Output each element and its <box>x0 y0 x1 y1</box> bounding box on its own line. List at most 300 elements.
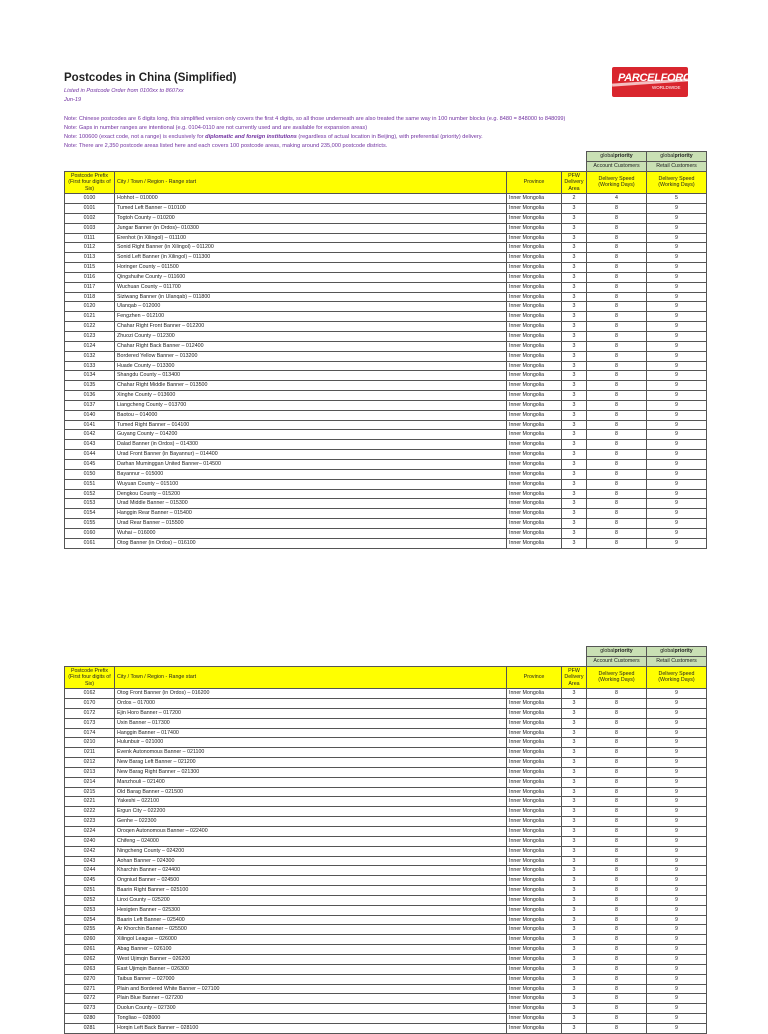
retail-speed: 9 <box>647 272 707 282</box>
postcode-prefix: 0103 <box>65 223 115 233</box>
pfw-area: 3 <box>562 718 587 728</box>
table-row <box>65 194 707 204</box>
retail-speed: 9 <box>647 994 707 1004</box>
retail-speed: 9 <box>647 817 707 827</box>
city-range-start: Taibus Banner – 027000 <box>115 974 507 984</box>
retail-speed: 9 <box>647 341 707 351</box>
pfw-area: 3 <box>562 895 587 905</box>
customer-type-row <box>65 161 707 171</box>
note-3-bold: diplomatic and foreign institutions <box>205 134 297 140</box>
retail-speed: 9 <box>647 846 707 856</box>
table-row <box>65 233 707 243</box>
pfw-area: 3 <box>562 797 587 807</box>
pfw-area: 3 <box>562 984 587 994</box>
account-speed: 8 <box>587 538 647 548</box>
province: Inner Mongolia <box>507 371 562 381</box>
table-row <box>65 371 707 381</box>
postcode-prefix: 0252 <box>65 895 115 905</box>
account-speed: 8 <box>587 450 647 460</box>
postcode-prefix: 0154 <box>65 509 115 519</box>
table-row <box>65 886 707 896</box>
province: Inner Mongolia <box>507 797 562 807</box>
account-speed: 8 <box>587 400 647 410</box>
province: Inner Mongolia <box>507 915 562 925</box>
postcode-prefix: 0240 <box>65 836 115 846</box>
pfw-area: 3 <box>562 223 587 233</box>
postcode-prefix: 0261 <box>65 945 115 955</box>
retail-speed: 9 <box>647 292 707 302</box>
province: Inner Mongolia <box>507 282 562 292</box>
pfw-area: 3 <box>562 371 587 381</box>
table-row <box>65 728 707 738</box>
retail-speed: 9 <box>647 440 707 450</box>
postcode-prefix: 0121 <box>65 312 115 322</box>
pfw-area: 3 <box>562 1014 587 1024</box>
postcode-prefix: 0153 <box>65 499 115 509</box>
city-range-start: Uxin Banner – 017300 <box>115 718 507 728</box>
postcode-prefix: 0270 <box>65 974 115 984</box>
province: Inner Mongolia <box>507 459 562 469</box>
account-speed: 8 <box>587 708 647 718</box>
city-range-start: Dalad Banner (in Ordos) – 014300 <box>115 440 507 450</box>
account-speed: 8 <box>587 905 647 915</box>
retail-speed: 9 <box>647 964 707 974</box>
table-row <box>65 935 707 945</box>
pfw-area: 3 <box>562 391 587 401</box>
postcode-prefix: 0160 <box>65 528 115 538</box>
note-3-lead: Note: 100600 (exact code, not a range) is exclusively for <box>64 134 204 140</box>
account-speed: 8 <box>587 856 647 866</box>
city-range-start: Hohhot – 010000 <box>115 194 507 204</box>
page-title: Postcodes in China (Simplified) <box>64 72 237 84</box>
postcode-prefix: 0172 <box>65 708 115 718</box>
province: Inner Mongolia <box>507 469 562 479</box>
table-row <box>65 538 707 548</box>
account-speed: 8 <box>587 312 647 322</box>
account-customers-label: Account Customers <box>587 161 647 171</box>
postcode-prefix: 0211 <box>65 748 115 758</box>
retail-customers-label: Retail Customers <box>647 656 707 666</box>
pfw-area: 3 <box>562 204 587 214</box>
retail-speed: 9 <box>647 699 707 709</box>
global-priority-row <box>65 647 707 657</box>
province: Inner Mongolia <box>507 807 562 817</box>
city-range-start: Urad Front Banner (in Bayannur) – 014400 <box>115 450 507 460</box>
province: Inner Mongolia <box>507 223 562 233</box>
pfw-area: 3 <box>562 400 587 410</box>
city-header: City / Town / Region - Range start <box>115 666 507 689</box>
postcode-prefix: 0215 <box>65 787 115 797</box>
postcode-prefix: 0170 <box>65 699 115 709</box>
province: Inner Mongolia <box>507 292 562 302</box>
pfw-area: 3 <box>562 519 587 529</box>
postcode-prefix: 0173 <box>65 718 115 728</box>
retail-speed: 9 <box>647 204 707 214</box>
province: Inner Mongolia <box>507 689 562 699</box>
account-speed: 8 <box>587 836 647 846</box>
pfw-area: 3 <box>562 1004 587 1014</box>
account-speed: 8 <box>587 528 647 538</box>
subtitle: Listed in Postcode Order from 0100xx to 8607xx <box>64 88 184 94</box>
city-range-start: Bordered Yellow Banner – 013200 <box>115 351 507 361</box>
postcode-prefix: 0118 <box>65 292 115 302</box>
table-row <box>65 499 707 509</box>
postcode-prefix: 0253 <box>65 905 115 915</box>
city-range-start: Qingshuihe County – 011600 <box>115 272 507 282</box>
pfw-area: 3 <box>562 817 587 827</box>
table-header-row <box>65 666 707 689</box>
province: Inner Mongolia <box>507 420 562 430</box>
pfw-area: 3 <box>562 738 587 748</box>
postcode-prefix: 0132 <box>65 351 115 361</box>
postcode-prefix: 0100 <box>65 194 115 204</box>
province: Inner Mongolia <box>507 400 562 410</box>
pfw-area: 2 <box>562 194 587 204</box>
retail-speed: 9 <box>647 223 707 233</box>
city-range-start: Ulanqab – 012000 <box>115 302 507 312</box>
table-row <box>65 450 707 460</box>
retail-speed: 9 <box>647 915 707 925</box>
retail-speed: 9 <box>647 351 707 361</box>
table-row <box>65 430 707 440</box>
pfw-area: 3 <box>562 361 587 371</box>
city-range-start: Aohan Banner – 024300 <box>115 856 507 866</box>
city-range-start: Horinger County – 011500 <box>115 263 507 273</box>
pfw-area: 3 <box>562 767 587 777</box>
city-range-start: Liangcheng County – 013700 <box>115 400 507 410</box>
city-range-start: Duolun County – 027300 <box>115 1004 507 1014</box>
province: Inner Mongolia <box>507 945 562 955</box>
table-row <box>65 1004 707 1014</box>
city-range-start: Yakeshi – 022100 <box>115 797 507 807</box>
city-range-start: Chahar Right Front Banner – 012200 <box>115 322 507 332</box>
city-range-start: West Ujimqin Banner – 026200 <box>115 954 507 964</box>
postcode-prefix: 0162 <box>65 689 115 699</box>
city-range-start: Xinghe County – 013600 <box>115 391 507 401</box>
table-row <box>65 738 707 748</box>
table-row <box>65 797 707 807</box>
province: Inner Mongolia <box>507 708 562 718</box>
pfw-area: 3 <box>562 263 587 273</box>
postcode-prefix: 0115 <box>65 263 115 273</box>
province: Inner Mongolia <box>507 905 562 915</box>
account-speed: 8 <box>587 935 647 945</box>
account-speed: 8 <box>587 322 647 332</box>
account-speed: 8 <box>587 689 647 699</box>
logo-subtext: WORLDWIDE <box>652 85 681 90</box>
province: Inner Mongolia <box>507 767 562 777</box>
pfw-area: 3 <box>562 1023 587 1033</box>
city-range-start: Siziwang Banner (in Ulanqab) – 011800 <box>115 292 507 302</box>
province: Inner Mongolia <box>507 391 562 401</box>
retail-speed: 9 <box>647 430 707 440</box>
city-range-start: Bayannur – 015000 <box>115 469 507 479</box>
table-row <box>65 528 707 538</box>
province: Inner Mongolia <box>507 450 562 460</box>
province: Inner Mongolia <box>507 213 562 223</box>
pfw-area: 3 <box>562 341 587 351</box>
postcode-prefix: 0116 <box>65 272 115 282</box>
retail-speed: 9 <box>647 728 707 738</box>
account-speed: 8 <box>587 499 647 509</box>
city-range-start: Jungar Banner (in Ordos)– 010300 <box>115 223 507 233</box>
pfw-header: PFW Delivery Area <box>562 171 587 194</box>
note-3-tail: (regardless of actual location in Beijing), with preferential (priority) delivery. <box>298 134 483 140</box>
postcode-prefix: 0213 <box>65 767 115 777</box>
city-range-start: New Barag Right Banner – 021300 <box>115 767 507 777</box>
account-speed: 8 <box>587 807 647 817</box>
pfw-area: 3 <box>562 964 587 974</box>
retail-speed: 9 <box>647 827 707 837</box>
postcode-prefix: 0122 <box>65 322 115 332</box>
postcode-prefix: 0112 <box>65 243 115 253</box>
table-row <box>65 351 707 361</box>
pfw-area: 3 <box>562 905 587 915</box>
province: Inner Mongolia <box>507 312 562 322</box>
postcode-prefix: 0102 <box>65 213 115 223</box>
pfw-area: 3 <box>562 954 587 964</box>
province: Inner Mongolia <box>507 233 562 243</box>
city-range-start: Hulunbuir – 021000 <box>115 738 507 748</box>
table-row <box>65 204 707 214</box>
account-speed: 8 <box>587 895 647 905</box>
pfw-header: PFW Delivery Area <box>562 666 587 689</box>
city-range-start: Ergun City – 022200 <box>115 807 507 817</box>
postcode-prefix: 0251 <box>65 886 115 896</box>
pfw-area: 3 <box>562 748 587 758</box>
account-speed: 8 <box>587 925 647 935</box>
province: Inner Mongolia <box>507 489 562 499</box>
province: Inner Mongolia <box>507 341 562 351</box>
postcode-prefix: 0151 <box>65 479 115 489</box>
retail-speed: 9 <box>647 528 707 538</box>
retail-speed: 5 <box>647 194 707 204</box>
pfw-area: 3 <box>562 886 587 896</box>
retail-speed: 9 <box>647 954 707 964</box>
account-speed: 8 <box>587 391 647 401</box>
city-range-start: Shangdu County – 013400 <box>115 371 507 381</box>
province: Inner Mongolia <box>507 204 562 214</box>
city-range-start: Ordos – 017000 <box>115 699 507 709</box>
account-speed: 8 <box>587 272 647 282</box>
postcode-prefix: 0111 <box>65 233 115 243</box>
table-1-body <box>65 194 707 548</box>
postcode-prefix: 0223 <box>65 817 115 827</box>
table-row <box>65 469 707 479</box>
postcode-prefix: 0260 <box>65 935 115 945</box>
postcode-prefix: 0140 <box>65 410 115 420</box>
province: Inner Mongolia <box>507 974 562 984</box>
retail-speed: 9 <box>647 479 707 489</box>
postcode-table-2 <box>64 646 707 1034</box>
logo-text: PARCELFORCE <box>618 72 698 84</box>
pfw-area: 3 <box>562 866 587 876</box>
retail-speed: 9 <box>647 361 707 371</box>
province: Inner Mongolia <box>507 718 562 728</box>
prefix-header: Postcode Prefix (First four digits of Six) <box>65 666 115 689</box>
table-row <box>65 1014 707 1024</box>
province: Inner Mongolia <box>507 994 562 1004</box>
postcode-prefix: 0262 <box>65 954 115 964</box>
table-row <box>65 263 707 273</box>
pfw-area: 3 <box>562 292 587 302</box>
account-speed: 8 <box>587 381 647 391</box>
province: Inner Mongolia <box>507 984 562 994</box>
account-speed: 8 <box>587 469 647 479</box>
account-speed: 8 <box>587 886 647 896</box>
postcode-prefix: 0281 <box>65 1023 115 1033</box>
pfw-area: 3 <box>562 807 587 817</box>
account-speed: 8 <box>587 509 647 519</box>
postcode-prefix: 0136 <box>65 391 115 401</box>
retail-speed: 9 <box>647 519 707 529</box>
postcode-prefix: 0222 <box>65 807 115 817</box>
postcode-prefix: 0271 <box>65 984 115 994</box>
account-speed: 8 <box>587 974 647 984</box>
table-row <box>65 381 707 391</box>
postcode-prefix: 0210 <box>65 738 115 748</box>
account-speed: 8 <box>587 351 647 361</box>
table-row <box>65 925 707 935</box>
account-speed: 8 <box>587 1023 647 1033</box>
table-row <box>65 479 707 489</box>
retail-speed: 9 <box>647 935 707 945</box>
province: Inner Mongolia <box>507 777 562 787</box>
account-speed: 8 <box>587 964 647 974</box>
account-speed: 8 <box>587 410 647 420</box>
postcode-prefix: 0150 <box>65 469 115 479</box>
city-header: City / Town / Region - Range start <box>115 171 507 194</box>
province: Inner Mongolia <box>507 748 562 758</box>
postcode-prefix: 0145 <box>65 459 115 469</box>
pfw-area: 3 <box>562 925 587 935</box>
retail-speed: 9 <box>647 895 707 905</box>
global-priority-label: globalpriority <box>587 647 647 657</box>
postcode-prefix: 0101 <box>65 204 115 214</box>
city-range-start: Baarin Right Banner – 025100 <box>115 886 507 896</box>
retail-speed: 9 <box>647 450 707 460</box>
note-3 <box>64 134 483 140</box>
city-range-start: Hanggin Banner – 017400 <box>115 728 507 738</box>
pfw-area: 3 <box>562 935 587 945</box>
postcode-prefix: 0244 <box>65 866 115 876</box>
table-row <box>65 332 707 342</box>
pfw-area: 3 <box>562 728 587 738</box>
pfw-area: 3 <box>562 459 587 469</box>
account-speed: 8 <box>587 204 647 214</box>
pfw-area: 3 <box>562 430 587 440</box>
retail-speed: 9 <box>647 243 707 253</box>
table-row <box>65 945 707 955</box>
retail-speed: 9 <box>647 1023 707 1033</box>
retail-speed: 9 <box>647 233 707 243</box>
retail-speed: 9 <box>647 866 707 876</box>
city-range-start: Hexigten Banner – 025300 <box>115 905 507 915</box>
date: Jun-19 <box>64 97 82 103</box>
province: Inner Mongolia <box>507 856 562 866</box>
city-range-start: New Barag Left Banner – 021200 <box>115 758 507 768</box>
retail-speed: 9 <box>647 263 707 273</box>
account-speed: 8 <box>587 479 647 489</box>
table-row <box>65 895 707 905</box>
table-row <box>65 856 707 866</box>
city-range-start: Tumed Right Banner – 014100 <box>115 420 507 430</box>
city-range-start: Hanggin Rear Banner – 015400 <box>115 509 507 519</box>
province: Inner Mongolia <box>507 925 562 935</box>
retail-speed: 9 <box>647 1014 707 1024</box>
city-range-start: Otog Front Banner (in Ordos) – 016200 <box>115 689 507 699</box>
pfw-area: 3 <box>562 489 587 499</box>
global-priority-label: globalpriority <box>587 152 647 162</box>
retail-speed: 9 <box>647 499 707 509</box>
table-row <box>65 410 707 420</box>
pfw-area: 3 <box>562 351 587 361</box>
city-range-start: Huade County – 013300 <box>115 361 507 371</box>
province: Inner Mongolia <box>507 538 562 548</box>
account-speed: 8 <box>587 699 647 709</box>
pfw-area: 3 <box>562 440 587 450</box>
note-1: Note: Chinese postcodes are 6 digits long, this simplified version only covers the first 4 digits, so all those underneath are also treated the same way in 100 number blocks (e.g. 8480 = 848000 to 848099) <box>64 116 566 122</box>
province: Inner Mongolia <box>507 964 562 974</box>
province: Inner Mongolia <box>507 479 562 489</box>
account-speed: 8 <box>587 459 647 469</box>
province: Inner Mongolia <box>507 876 562 886</box>
retail-speed: 9 <box>647 689 707 699</box>
city-range-start: Plain and Bordered White Banner – 027100 <box>115 984 507 994</box>
retail-speed: 9 <box>647 509 707 519</box>
table-row <box>65 213 707 223</box>
pfw-area: 3 <box>562 689 587 699</box>
table-row <box>65 876 707 886</box>
table-row <box>65 400 707 410</box>
province-header: Province <box>507 666 562 689</box>
province: Inner Mongolia <box>507 302 562 312</box>
retail-speed: 9 <box>647 381 707 391</box>
postcode-prefix: 0123 <box>65 332 115 342</box>
account-speed: 8 <box>587 243 647 253</box>
province: Inner Mongolia <box>507 817 562 827</box>
account-speed: 8 <box>587 263 647 273</box>
table-row <box>65 459 707 469</box>
pfw-area: 3 <box>562 381 587 391</box>
account-speed: 8 <box>587 430 647 440</box>
account-speed: 8 <box>587 817 647 827</box>
table-row <box>65 420 707 430</box>
postcode-prefix: 0214 <box>65 777 115 787</box>
pfw-area: 3 <box>562 469 587 479</box>
account-speed: 8 <box>587 915 647 925</box>
province: Inner Mongolia <box>507 528 562 538</box>
city-range-start: Horqin Left Back Banner – 028100 <box>115 1023 507 1033</box>
table-2-body <box>65 689 707 1034</box>
city-range-start: Guyang County – 014200 <box>115 430 507 440</box>
table-row <box>65 272 707 282</box>
retail-speed: 9 <box>647 748 707 758</box>
retail-speed: 9 <box>647 371 707 381</box>
table-row <box>65 253 707 263</box>
postcode-prefix: 0117 <box>65 282 115 292</box>
pfw-area: 3 <box>562 272 587 282</box>
table-row <box>65 905 707 915</box>
city-range-start: East Ujimqin Banner – 026300 <box>115 964 507 974</box>
retail-speed: 9 <box>647 925 707 935</box>
province: Inner Mongolia <box>507 519 562 529</box>
city-range-start: Wuchuan County – 011700 <box>115 282 507 292</box>
city-range-start: Genhe – 022300 <box>115 817 507 827</box>
table-row <box>65 954 707 964</box>
pfw-area: 3 <box>562 253 587 263</box>
retail-speed: 9 <box>647 787 707 797</box>
